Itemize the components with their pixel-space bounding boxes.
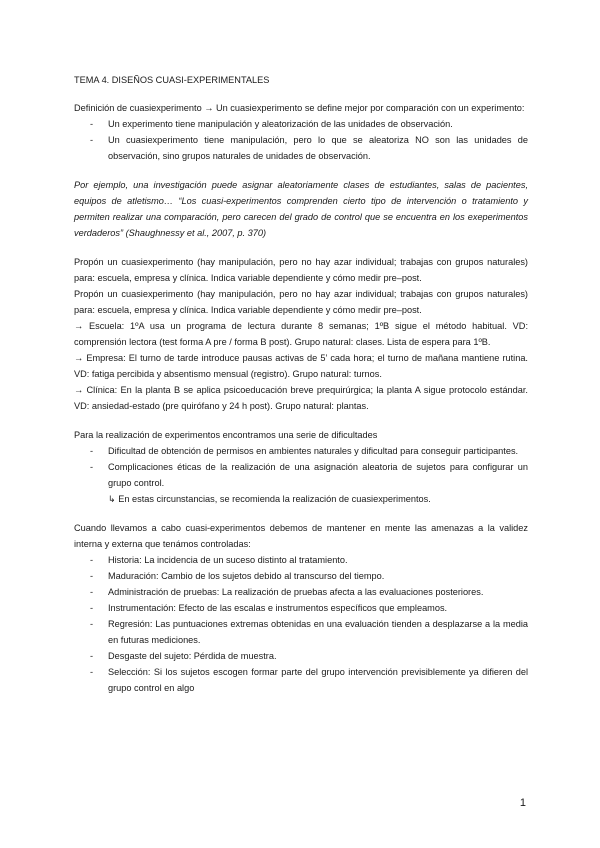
threat-item: - Instrumentación: Efecto de las escalas e instrumentos específicos que empleamos.: [74, 600, 528, 616]
definition-intro: Definición de cuasiexperimento → Un cuasiexperimento se define mejor por comparación con un experimento:: [74, 103, 525, 113]
proposal-school: → Escuela: 1ºA usa un programa de lectura durante 8 semanas; 1ºB sigue el método habitual. VD: comprensión lectora (test forma A pre / forma B post). Grupo natural: clases. Lista de espera para 1ºB.: [74, 321, 528, 347]
page-content: [74, 72, 528, 696]
quote-paragraph: Por ejemplo, una investigación puede asignar aleatoriamente clases de estudiantes, salas de pacientes, equipos de atletismo… “Los cuasi-experimentos comprenden cierto tipo de intervención o tratamiento y permiten realizar una comparación, pero carecen del grado de control que se encuentra en los exeperimentos verdaderos” (Shaughnessy et al., 2007, p. 370): [74, 180, 528, 238]
difficulty-item: - Complicaciones éticas de la realización de una asignación aleatoria de sujetos para configurar un grupo control.: [74, 459, 528, 491]
threat-item: - Administración de pruebas: La realización de pruebas afecta a las evaluaciones posteriores.: [74, 584, 528, 600]
threat-item: - Maduración: Cambio de los sujetos debido al transcurso del tiempo.: [74, 568, 528, 584]
definition-list: [74, 116, 528, 164]
document-title: TEMA 4. DISEÑOS CUASI-EXPERIMENTALES: [74, 75, 270, 85]
proposal-paragraph-repeat: Propón un cuasiexperimento (hay manipulación, pero no hay azar individual; trabajas con grupos naturales) para: escuela, empresa y clínica. Indica variable dependiente y cómo medir pre–post.: [74, 289, 528, 315]
definition-item: - Un experimento tiene manipulación y aleatorización de las unidades de observación.: [74, 116, 528, 132]
threat-item: - Selección: Si los sujetos escogen formar parte del grupo intervención previsiblemente ya difieren del grupo control en algo: [74, 664, 528, 696]
threat-item: - Regresión: Las puntuaciones extremas obtenidas en una evaluación tienden a desplazarse a la media en futuras mediciones.: [74, 616, 528, 648]
proposal-company: → Empresa: El turno de tarde introduce pausas activas de 5’ cada hora; el turno de mañana mantiene rutina. VD: fatiga percibida y absentismo mensual (registro). Grupo natural: turnos.: [74, 353, 528, 379]
difficulties-note: ↳ En estas circunstancias, se recomienda la realización de cuasiexperimentos.: [108, 494, 431, 504]
threat-item: - Historia: La incidencia de un suceso distinto al tratamiento.: [74, 552, 528, 568]
proposal-clinic: → Clínica: En la planta B se aplica psicoeducación breve prequirúrgica; la planta A sigue protocolo estándar. VD: ansiedad-estado (pre quirófano y 24 h post). Grupo natural: plantas.: [74, 385, 528, 411]
difficulties-intro: Para la realización de experimentos encontramos una serie de dificultades: [74, 430, 378, 440]
threats-intro: Cuando llevamos a cabo cuasi-experimentos debemos de mantener en mente las amenazas a la validez interna y externa que tenámos controladas:: [74, 523, 528, 549]
threats-list: [74, 552, 528, 696]
proposal-paragraph: Propón un cuasiexperimento (hay manipulación, pero no hay azar individual; trabajas con grupos naturales) para: escuela, empresa y clínica. Indica variable dependiente y cómo medir pre–post.: [74, 257, 528, 283]
difficulties-list: [74, 443, 528, 491]
difficulty-item: - Dificultad de obtención de permisos en ambientes naturales y dificultad para conseguir participantes.: [74, 443, 528, 459]
threat-item: - Desgaste del sujeto: Pérdida de muestra.: [74, 648, 528, 664]
definition-item: - Un cuasiexperimento tiene manipulación, pero lo que se aleatoriza NO son las unidades de observación, sino grupos naturales de unidades de observación.: [74, 132, 528, 164]
page-number: 1: [519, 797, 526, 809]
